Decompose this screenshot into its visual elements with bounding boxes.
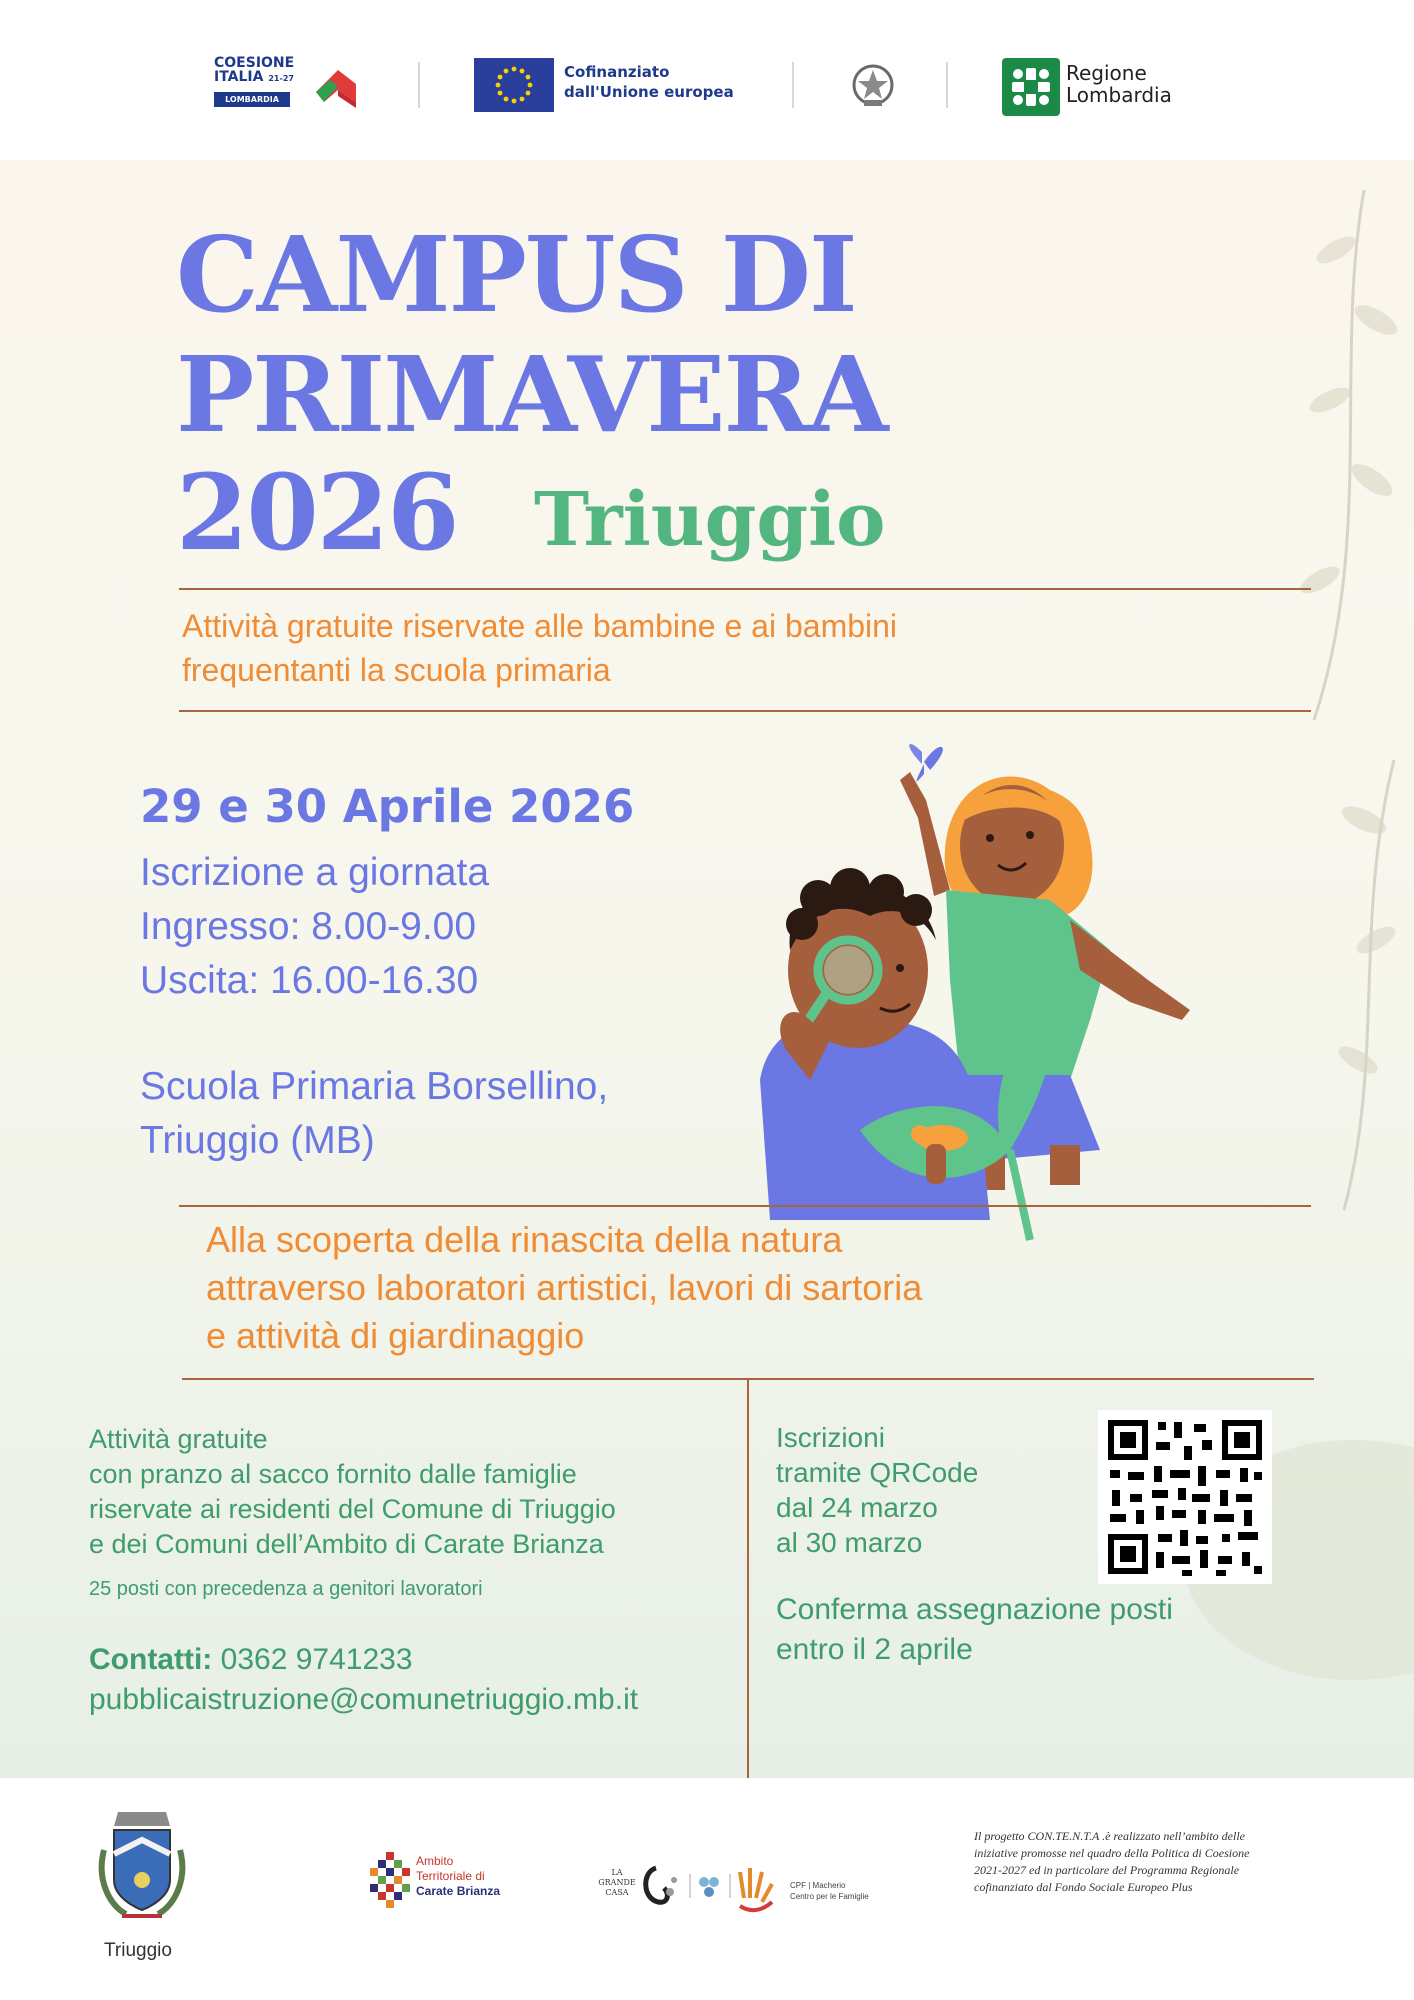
logo-bar bbox=[0, 0, 1414, 160]
partner-logos bbox=[596, 1858, 876, 1918]
ambito-territoriale-logo-icon bbox=[366, 1850, 414, 1912]
posti-note: 25 posti con precedenza a genitori lavoratori bbox=[89, 1578, 483, 1600]
coesione-region: LOMBARDIA bbox=[214, 92, 290, 107]
partner-symbols-icon bbox=[640, 1858, 780, 1918]
coesione-line1: COESIONE bbox=[214, 55, 295, 71]
theme-text: Alla scoperta della rinascita della natura attraverso laboratori artistici, lavori di sartoria e attività di giardinaggio bbox=[206, 1219, 923, 1356]
registration-text: Iscrizioni tramite QRCode dal 24 marzo al 30 marzo bbox=[776, 1422, 979, 1558]
eu-cofinancing-text: Cofinanziato dall'Unione europea bbox=[564, 63, 734, 101]
regione-lombardia-text: Regione Lombardia bbox=[1066, 61, 1172, 107]
coesione-italia-logo bbox=[214, 56, 364, 116]
triuggio-crest-icon bbox=[96, 1810, 188, 1926]
contacts-phone[interactable]: 0362 9741233 bbox=[220, 1643, 413, 1676]
registration-qr-code-icon[interactable] bbox=[1098, 1410, 1272, 1584]
intro-text: Attività gratuite riservate alle bambine e ai bambini frequentanti la scuola primaria bbox=[182, 608, 898, 688]
la-grande-casa-logo: LA GRANDE CASA bbox=[598, 1868, 636, 1897]
coesione-line2: ITALIA 21-27 bbox=[214, 69, 294, 85]
coesione-arrow-icon bbox=[310, 62, 360, 110]
ambito-territoriale-text: Ambito Territoriale di Carate Brianza bbox=[416, 1854, 501, 1898]
column-divider bbox=[747, 1380, 749, 1778]
comune-label: Triuggio bbox=[104, 1940, 172, 1961]
footer bbox=[0, 1778, 1414, 2000]
eu-flag-icon bbox=[474, 58, 554, 112]
italian-republic-emblem-icon bbox=[850, 60, 896, 110]
contacts-email[interactable]: pubblicaistruzione@comunetriuggio.mb.it bbox=[89, 1683, 639, 1716]
divider bbox=[179, 1205, 1311, 1207]
poster bbox=[0, 160, 1414, 1778]
title-line2: PRIMAVERA bbox=[176, 333, 887, 456]
divider bbox=[179, 588, 1311, 590]
regione-lombardia-logo-icon bbox=[1002, 58, 1060, 116]
project-disclaimer: Il progetto CON.TE.N.T.A .è realizzato nell’ambito delle iniziative promosse nel quadro della Politica di Coesione 2021-2027 ed in particolare del Programma Regionale cofinanziato dal Fondo Sociale Europeo Plus bbox=[974, 1829, 1250, 1894]
info-text: Attività gratuite con pranzo al sacco fornito dalle famiglie riservate ai residenti del Comune di Triuggio e dei Comuni dell’Ambito di Carate Brianza bbox=[89, 1424, 616, 1559]
title-line1: CAMPUS DI bbox=[176, 213, 856, 336]
cpf-macherio-text: CPF | Macherio Centro per le Famiglie bbox=[790, 1881, 869, 1901]
divider bbox=[179, 710, 1311, 712]
confirmation-text: Conferma assegnazione posti entro il 2 aprile bbox=[776, 1593, 1173, 1666]
contacts-label: Contatti: bbox=[89, 1643, 213, 1676]
event-dates: 29 e 30 Aprile 2026 bbox=[140, 780, 635, 833]
event-schedule: Iscrizione a giornata Ingresso: 8.00-9.00 Uscita: 16.00-16.30 bbox=[140, 851, 490, 1002]
title-place: Triuggio bbox=[534, 477, 886, 563]
title-year: 2026 bbox=[176, 451, 458, 574]
event-venue: Scuola Primaria Borsellino, Triuggio (MB) bbox=[140, 1065, 609, 1162]
contacts bbox=[89, 1640, 638, 1720]
